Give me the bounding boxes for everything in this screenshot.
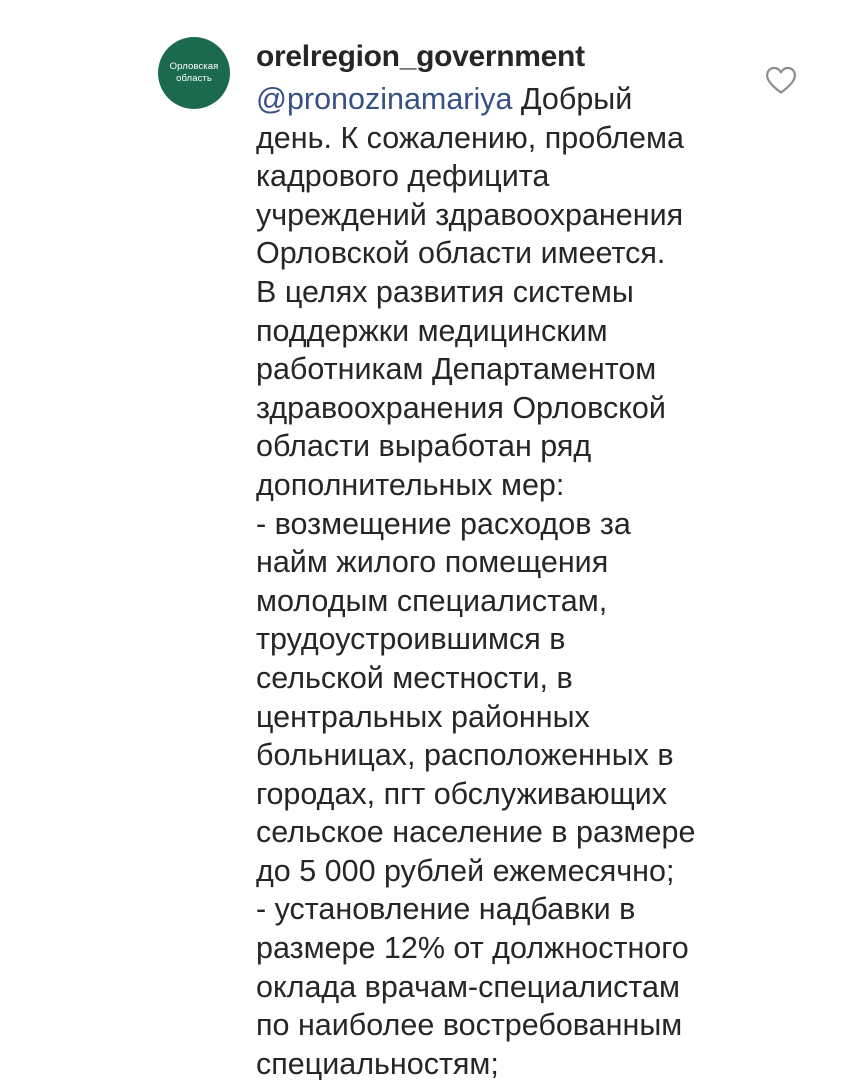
comment-line: - установление надбавки в bbox=[256, 892, 636, 927]
comment-line: трудоустроившимся в bbox=[256, 622, 566, 657]
comment-line: сельское население в размере bbox=[256, 815, 696, 850]
comment-line-rest: Добрый bbox=[512, 82, 633, 116]
avatar-text-line: Орловская bbox=[169, 61, 219, 72]
comment-line: молодым специалистам, bbox=[256, 583, 608, 618]
comment-text bbox=[256, 80, 776, 1080]
comment-line: больницах, расположенных в bbox=[256, 738, 674, 773]
comment-line: учреждений здравоохранения bbox=[256, 197, 684, 232]
comment-line: размере 12% от должностного bbox=[256, 931, 689, 966]
comment-line: найм жилого помещения bbox=[256, 545, 609, 580]
avatar[interactable] bbox=[158, 37, 230, 109]
comment-line: дополнительных мер: bbox=[256, 467, 565, 502]
comment-line: по наиболее востребованным bbox=[256, 1008, 683, 1043]
comment-line: - возмещение расходов за bbox=[256, 506, 631, 541]
comment-lines bbox=[256, 119, 776, 1080]
comment-line: здравоохранения Орловской bbox=[256, 390, 666, 425]
comment-line: В целях развития системы bbox=[256, 274, 634, 309]
comment-line: оклада врачам-специалистам bbox=[256, 969, 680, 1004]
comment-line bbox=[256, 80, 776, 119]
avatar-text-line: область bbox=[176, 73, 212, 84]
comment-line: Орловской области имеется. bbox=[256, 236, 666, 271]
comment-line: области выработан ряд bbox=[256, 429, 592, 464]
comment-line: до 5 000 рублей ежемесячно; bbox=[256, 853, 675, 888]
like-button[interactable] bbox=[764, 64, 798, 96]
comment-line: кадрового дефицита bbox=[256, 159, 550, 194]
comment-line: поддержки медицинским bbox=[256, 313, 608, 348]
comment-line: городах, пгт обслуживающих bbox=[256, 776, 667, 811]
comment-line: сельской местности, в bbox=[256, 660, 573, 695]
comment-line: центральных районных bbox=[256, 699, 590, 734]
comment-line: специальностям; bbox=[256, 1046, 499, 1080]
comment-username[interactable]: orelregion_government bbox=[256, 40, 585, 73]
comment-line: день. К сожалению, проблема bbox=[256, 120, 684, 155]
comment-line: работникам Департаментом bbox=[256, 352, 657, 387]
heart-outline-icon bbox=[764, 64, 798, 96]
mention-link[interactable]: @pronozinamariya bbox=[256, 82, 513, 116]
